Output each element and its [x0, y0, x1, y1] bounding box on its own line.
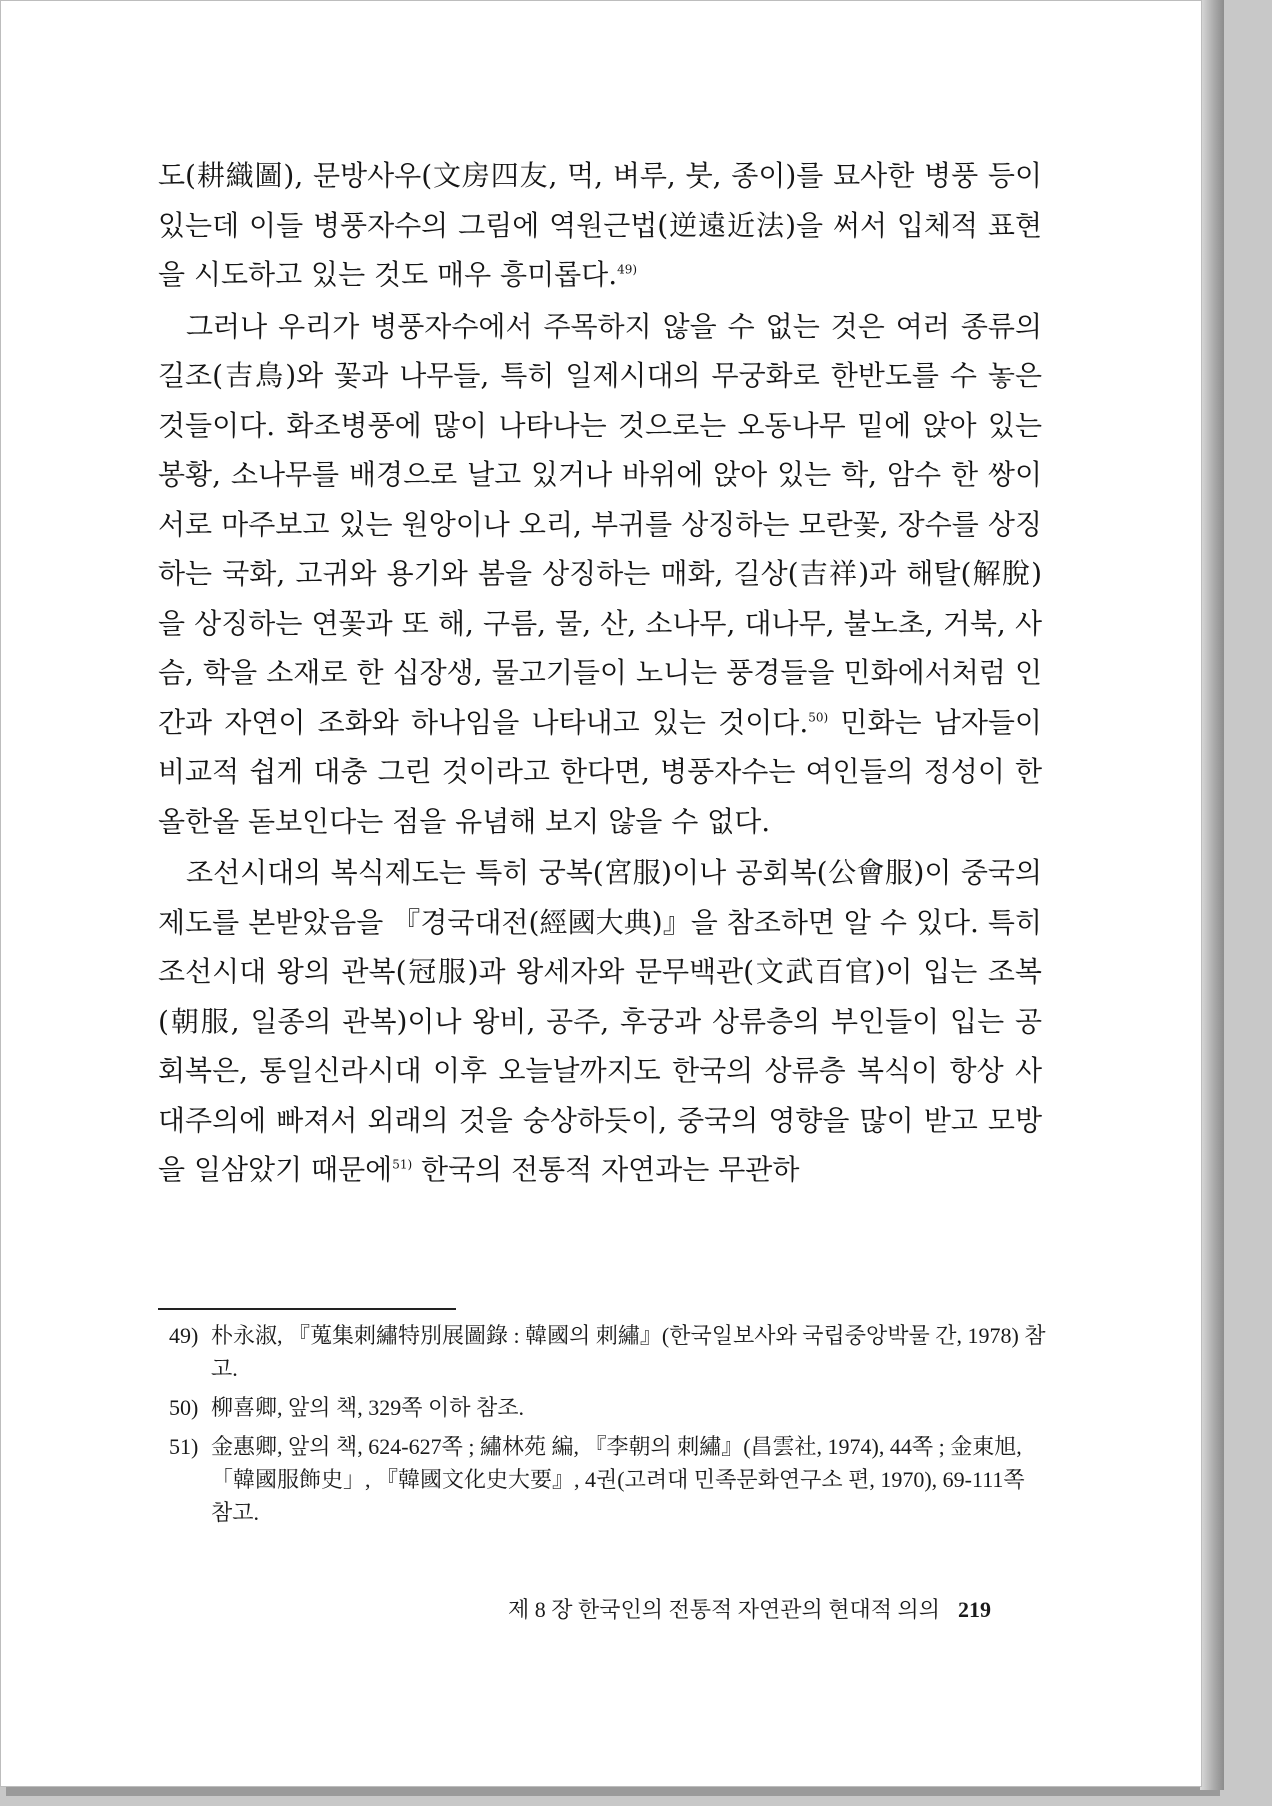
footnote-divider	[158, 1308, 456, 1310]
footnote-ref-51: 51)	[392, 1157, 413, 1172]
paragraph-1	[158, 151, 1042, 300]
page-number: 219	[958, 1597, 991, 1622]
footnote-number: 50)	[169, 1395, 199, 1420]
paragraph-2-text-b: 민화는 남자들이 비교적 쉽게 대충 그린 것이라고 한다면, 병풍자수는 여인들의 정성이 한올한올 돋보인다는 점을 유념해 보지 않을 수 없다.	[158, 705, 1042, 838]
footnote-51	[169, 1430, 1047, 1529]
footnote-ref-50: 50)	[808, 710, 829, 725]
paragraph-3-text-b: 한국의 전통적 자연과는 무관하	[412, 1153, 800, 1186]
footnote-text: 柳喜卿, 앞의 책, 329쪽 이하 참조.	[211, 1395, 525, 1420]
footnote-49	[169, 1319, 1047, 1385]
footnote-50	[169, 1391, 1047, 1424]
paragraph-3	[158, 848, 1042, 1195]
page-edge	[1200, 0, 1224, 1790]
footnote-number: 49)	[169, 1323, 199, 1348]
footnote-text: 朴永淑, 『蒐集刺繡特別展圖錄 : 韓國의 刺繡』(한국일보사와 국립중앙박물 간, 1978) 참고.	[211, 1323, 1046, 1381]
paragraph-2-text-a: 그러나 우리가 병풍자수에서 주목하지 않을 수 없는 것은 여러 종류의 길조(吉鳥)와 꽃과 나무들, 특히 일제시대의 무궁화로 한반도를 수 놓은 것들이다. 화조병풍에 많이 나타나는 것으로는 오동나무 밑에 앉아 있는 봉황, 소나무를 배경으로 날고 있거나 바위에 앉아 있는 학, 암수 한 쌍이 서로 마주보고 있는 원앙이나 오리, 부귀를 상징하는 모란꽃, 장수를 상징하는 국화, 고귀와 용기와 봄을 상징하는 매화, 길상(吉祥)과 해탈(解脫)을 상징하는 연꽃과 또 해, 구름, 물, 산, 소나무, 대나무, 불노초, 거북, 사슴, 학을 소재로 한 십장생, 물고기들이 노니는 풍경들을 민화에서처럼 인간과 자연이 조화와 하나임을 나타내고 있는 것이다.	[158, 309, 1042, 739]
footnote-ref-49: 49)	[617, 262, 638, 277]
footnotes	[169, 1319, 1047, 1535]
chapter-title: 제 8 장 한국인의 전통적 자연관의 현대적 의의	[507, 1597, 940, 1622]
paragraph-3-text-a: 조선시대의 복식제도는 특히 궁복(宮服)이나 공회복(公會服)이 중국의 제도를 본받았음을 『경국대전(經國大典)』을 참조하면 알 수 있다. 특히 조선시대 왕의 관복(冠服)과 왕세자와 문무백관(文武百官)이 입는 조복(朝服, 일종의 관복)이나 왕비, 공주, 후궁과 상류층의 부인들이 입는 공회복은, 통일신라시대 이후 오늘날까지도 한국의 상류층 복식이 항상 사대주의에 빠져서 외래의 것을 숭상하듯이, 중국의 영향을 많이 받고 모방을 일삼았기 때문에	[158, 856, 1042, 1186]
footnote-text: 金惠卿, 앞의 책, 624-627쪽 ; 繡林苑 編, 『李朝의 刺繡』(昌雲社, 1974), 44쪽 ; 金東旭, 「韓國服飾史」, 『韓國文化史大要』, 4권(고려대 민족문화연구소 편, 1970), 69-111쪽 참고.	[211, 1434, 1025, 1525]
running-footer	[508, 1593, 991, 1624]
paragraph-1-text: 도(耕織圖), 문방사우(文房四友, 먹, 벼루, 붓, 종이)를 묘사한 병풍 등이 있는데 이들 병풍자수의 그림에 역원근법(逆遠近法)을 써서 입체적 표현을 시도하고 있는 것도 매우 흥미롭다.	[158, 159, 1042, 291]
footnote-number: 51)	[169, 1434, 199, 1459]
paragraph-2	[158, 302, 1042, 847]
body-text	[158, 151, 1042, 1195]
